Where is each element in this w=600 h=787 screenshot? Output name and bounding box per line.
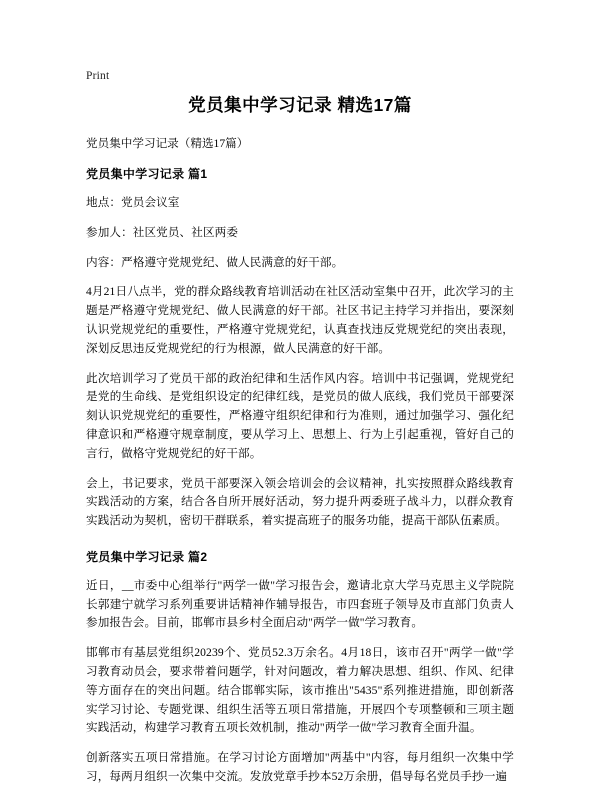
- paragraph: 参加人：社区党员、社区两委: [86, 225, 239, 239]
- print-label[interactable]: Print: [86, 70, 110, 82]
- paragraph: 4月21日八点半，党的群众路线教育培训活动在社区活动室集中召开，此次学习的主题是严格遵守党规党纪、做人民满意的好干部。社区书记主持学习并指出，要深刻认识党规党纪的重要性，严格遵守党规党纪，认真查找违反党规党纪的突出表现，深划反思违反党规党纪的行为根源，做人民满意的好干部。: [86, 285, 514, 355]
- paragraph: 此次培训学习了党员干部的政治纪律和生活作风内容。培训中书记强调，党规党纪是党的生命线、是党组织设定的纪律红线，是党员的做人底线，我们党员干部要深刻认识党规党纪的重要性，严格遵守组织纪律和行为准则，通过加强学习、强化纪律意识和严格遵守规章制度，要从学习上、思想上、行为上引起重视，管好自己的言行，做格守党规党纪的好干部。: [86, 371, 514, 460]
- document-section: [86, 165, 514, 531]
- paragraph: 近日，__市委中心组举行"两学一做"学习报告会，邀请北京大学马克思主义学院院长郭建宁就学习系列重要讲话精神作辅导报告，市四套班子领导及市直部门负责人参加报告会。目前，邯郸市县乡村全面启动"两学一做"学习教育。: [86, 578, 514, 630]
- paragraph: 内容：严格遵守党规党纪、做人民满意的好干部。: [86, 255, 344, 269]
- section-heading: 党员集中学习记录 篇1: [86, 167, 208, 182]
- section-heading: 党员集中学习记录 篇2: [86, 549, 208, 564]
- paragraph: 地点：党员会议室: [86, 196, 180, 210]
- paragraph: 会上，书记要求，党员干部要深入领会培训会的会议精神，扎实按照群众路线教育实践活动的方案，结合各自所开展好活动，努力提升两委班子战斗力，以群众教育实践活动为契机，密切干群联系，着实提高班子的服务功能，提高干部队伍素质。: [86, 476, 514, 528]
- document-section: [86, 548, 514, 787]
- paragraph: 邯郸市有基层党组织20239个、党员52.3万余名。4月18日，该市召开"两学一做"学习教育动员会，要求带着问题学，针对问题改，着力解决思想、组织、作风、纪律等方面存在的突出问题。结合邯郸实际，该市推出"5435"系列推进措施，即创新落实学习讨论、专题党课、组织生活等五项日常措施，开展四个专项整顿和三项主题实践活动，构建学习教育五项长效机制，推动"两学一做"学习教育全面升温。: [86, 646, 514, 735]
- page-title: 党员集中学习记录 精选17篇: [188, 95, 412, 115]
- document-subtitle: 党员集中学习记录（精选17篇）: [86, 136, 249, 150]
- paragraph: 创新落实五项日常措施。在学习讨论方面增加"两基中"内容，每月组织一次集中学习，每两月组织一次集中交流。发放党章手抄本52万余册，倡导每名党员手抄一遍: [86, 751, 514, 783]
